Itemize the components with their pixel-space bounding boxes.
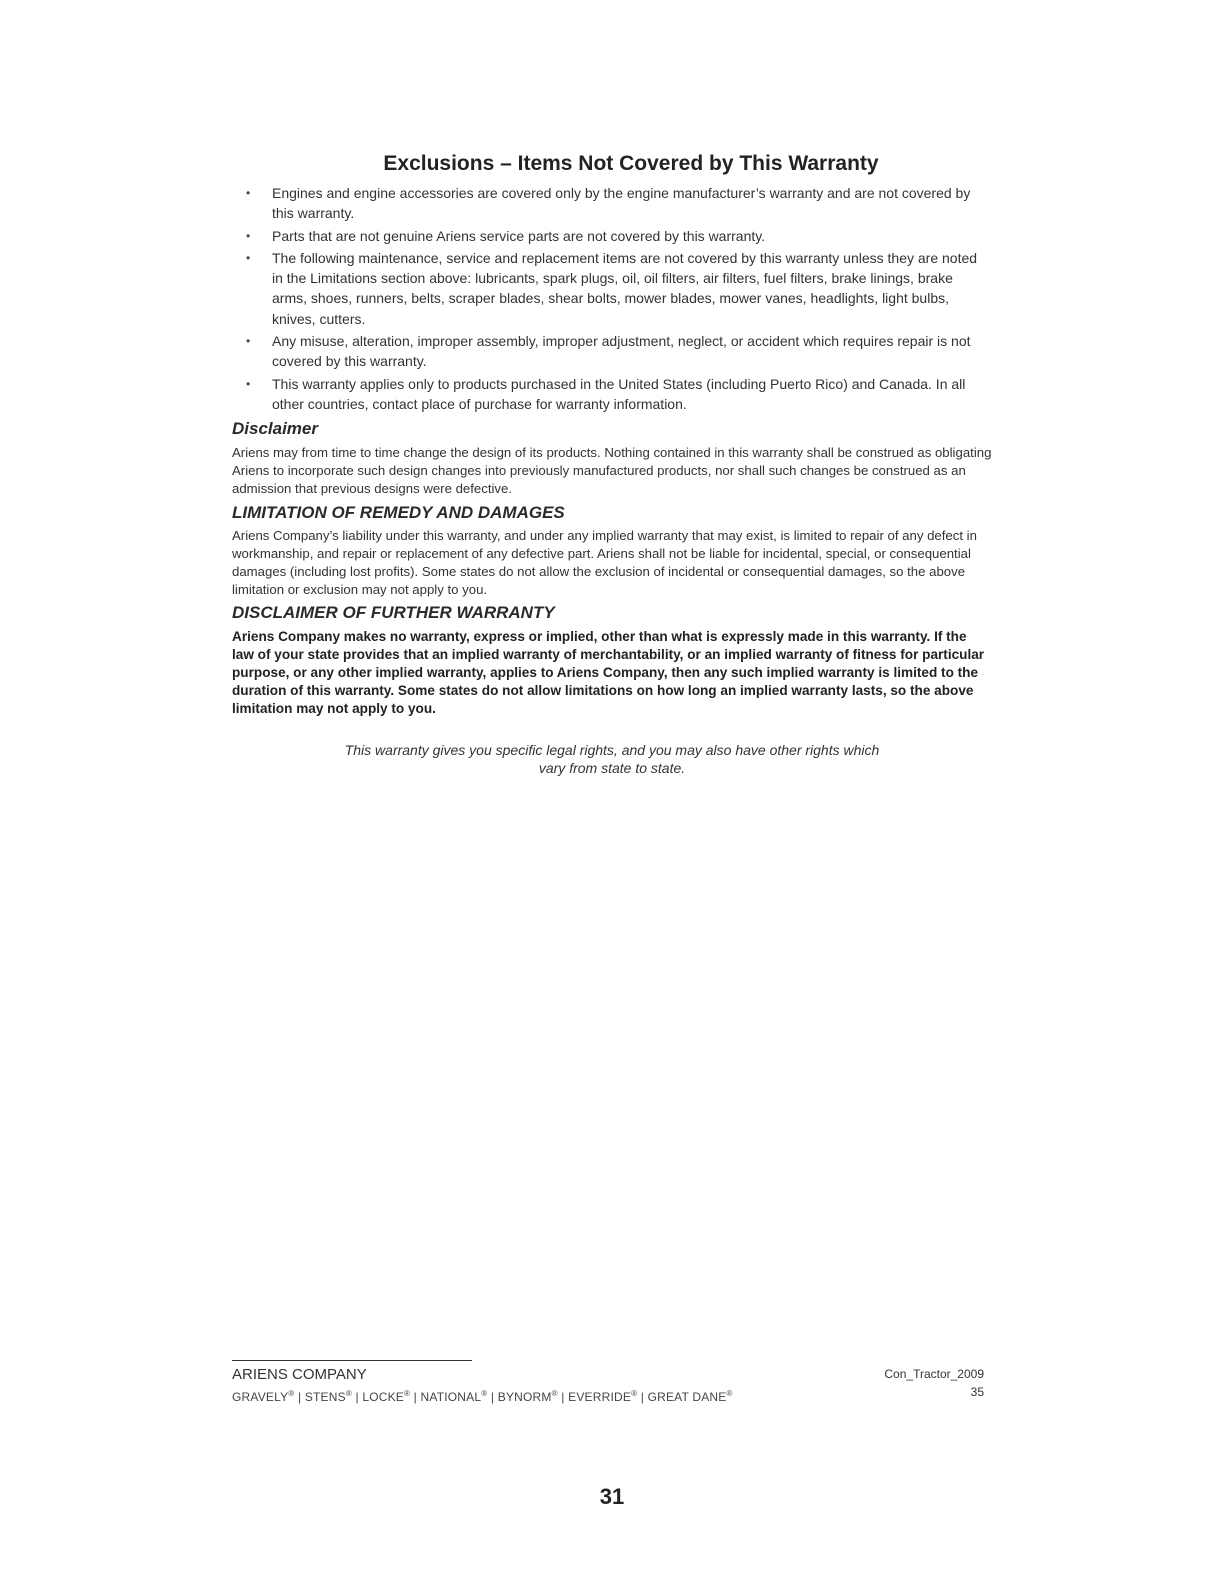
list-item: • Engines and engine accessories are covered only by the engine manufacturer’s warranty and are not covered by this warranty. bbox=[246, 185, 971, 222]
exclusions-list bbox=[232, 183, 982, 416]
list-item: • Parts that are not genuine Ariens service parts are not covered by this warranty. bbox=[232, 226, 982, 246]
further-warranty-body: Ariens Company makes no warranty, express or implied, other than what is expressly made in this warranty. If the law of your state provides that an implied warranty of merchantability, or an implied warranty of fitness for particular purpose, or any other implied warranty, applies to Ariens Company, then any such implied warranty is limited to the duration of this warranty. Some states do not allow limitations on how long an implied warranty lasts, so the above limitation may not apply to you. bbox=[232, 629, 985, 716]
further-warranty-heading: DISCLAIMER OF FURTHER WARRANTY bbox=[232, 603, 555, 622]
registered-mark: ® bbox=[726, 1389, 733, 1398]
closing-line-1: This warranty gives you specific legal rights, and you may also have other rights which bbox=[344, 742, 880, 758]
bullet-icon: • bbox=[246, 186, 251, 200]
brand-name: STENS bbox=[304, 1390, 346, 1404]
page-title: Exclusions – Items Not Covered by This Warranty bbox=[383, 152, 879, 175]
list-item: • This warranty applies only to products purchased in the United States (including Puerto Rico) and Canada. In all other countries, contact place of purchase for warranty information. bbox=[246, 375, 966, 412]
registered-mark: ® bbox=[345, 1389, 352, 1398]
footer-divider bbox=[232, 1360, 472, 1361]
footer-doc-id: Con_Tractor_2009 bbox=[884, 1367, 984, 1381]
disclaimer-body: Ariens may from time to time change the design of its products. Nothing contained in this warranty shall be construed as obligating Ariens to incorporate such design changes into previously manufactured products, nor shall such changes be construed as an admission that previous designs were defective. bbox=[232, 445, 992, 496]
bullet-icon: • bbox=[246, 334, 251, 349]
brand-name: GREAT DANE bbox=[647, 1390, 727, 1404]
registered-mark: ® bbox=[631, 1389, 638, 1398]
footer-brands: GRAVELY® | STENS® | LOCKE® | NATIONAL® | BYNORM® | EVERRIDE® | GREAT DANE® bbox=[232, 1389, 733, 1404]
footer-page-ref: 35 bbox=[970, 1385, 984, 1399]
bullet-icon: • bbox=[246, 250, 251, 265]
brand-name: GRAVELY bbox=[232, 1390, 289, 1404]
closing-statement bbox=[232, 741, 992, 777]
disclaimer-heading: Disclaimer bbox=[232, 419, 318, 438]
bullet-icon: • bbox=[246, 228, 251, 243]
registered-mark: ® bbox=[288, 1389, 295, 1398]
closing-line-2: vary from state to state. bbox=[538, 760, 686, 776]
list-item: • The following maintenance, service and replacement items are not covered by this warranty unless they are noted in the Limitations section above: lubricants, spark plugs, oil, oil filters, air filters, fuel filters, brake linings, brake arms, shoes, runners, belts, scraper blades, shear bolts, mower blades, mower vanes, headlights, light bulbs, knives, cutters. bbox=[246, 249, 978, 327]
brand-name: BYNORM bbox=[497, 1390, 552, 1404]
footer-company: ARIENS COMPANY bbox=[232, 1366, 367, 1383]
registered-mark: ® bbox=[404, 1389, 411, 1398]
limitation-body: Ariens Company’s liability under this warranty, and under any implied warranty that may exist, is limited to repair of any defect in workmanship, and repair or replacement of any defective part. Ariens shall not be liable for incidental, special, or consequential damages (including lost profits). Some states do not allow the exclusion of incidental or consequential damages, so the above limitation or exclusion may not apply to you. bbox=[232, 528, 977, 597]
registered-mark: ® bbox=[481, 1389, 488, 1398]
brand-name: EVERRIDE bbox=[568, 1390, 632, 1404]
page-number: 31 bbox=[599, 1484, 625, 1509]
limitation-heading: LIMITATION OF REMEDY AND DAMAGES bbox=[232, 503, 565, 522]
brand-name: NATIONAL bbox=[420, 1390, 482, 1404]
list-item: • Any misuse, alteration, improper assembly, improper adjustment, neglect, or accident which requires repair is not covered by this warranty. bbox=[246, 333, 971, 370]
brand-name: LOCKE bbox=[362, 1390, 405, 1404]
bullet-icon: • bbox=[246, 376, 251, 391]
registered-mark: ® bbox=[551, 1389, 558, 1398]
